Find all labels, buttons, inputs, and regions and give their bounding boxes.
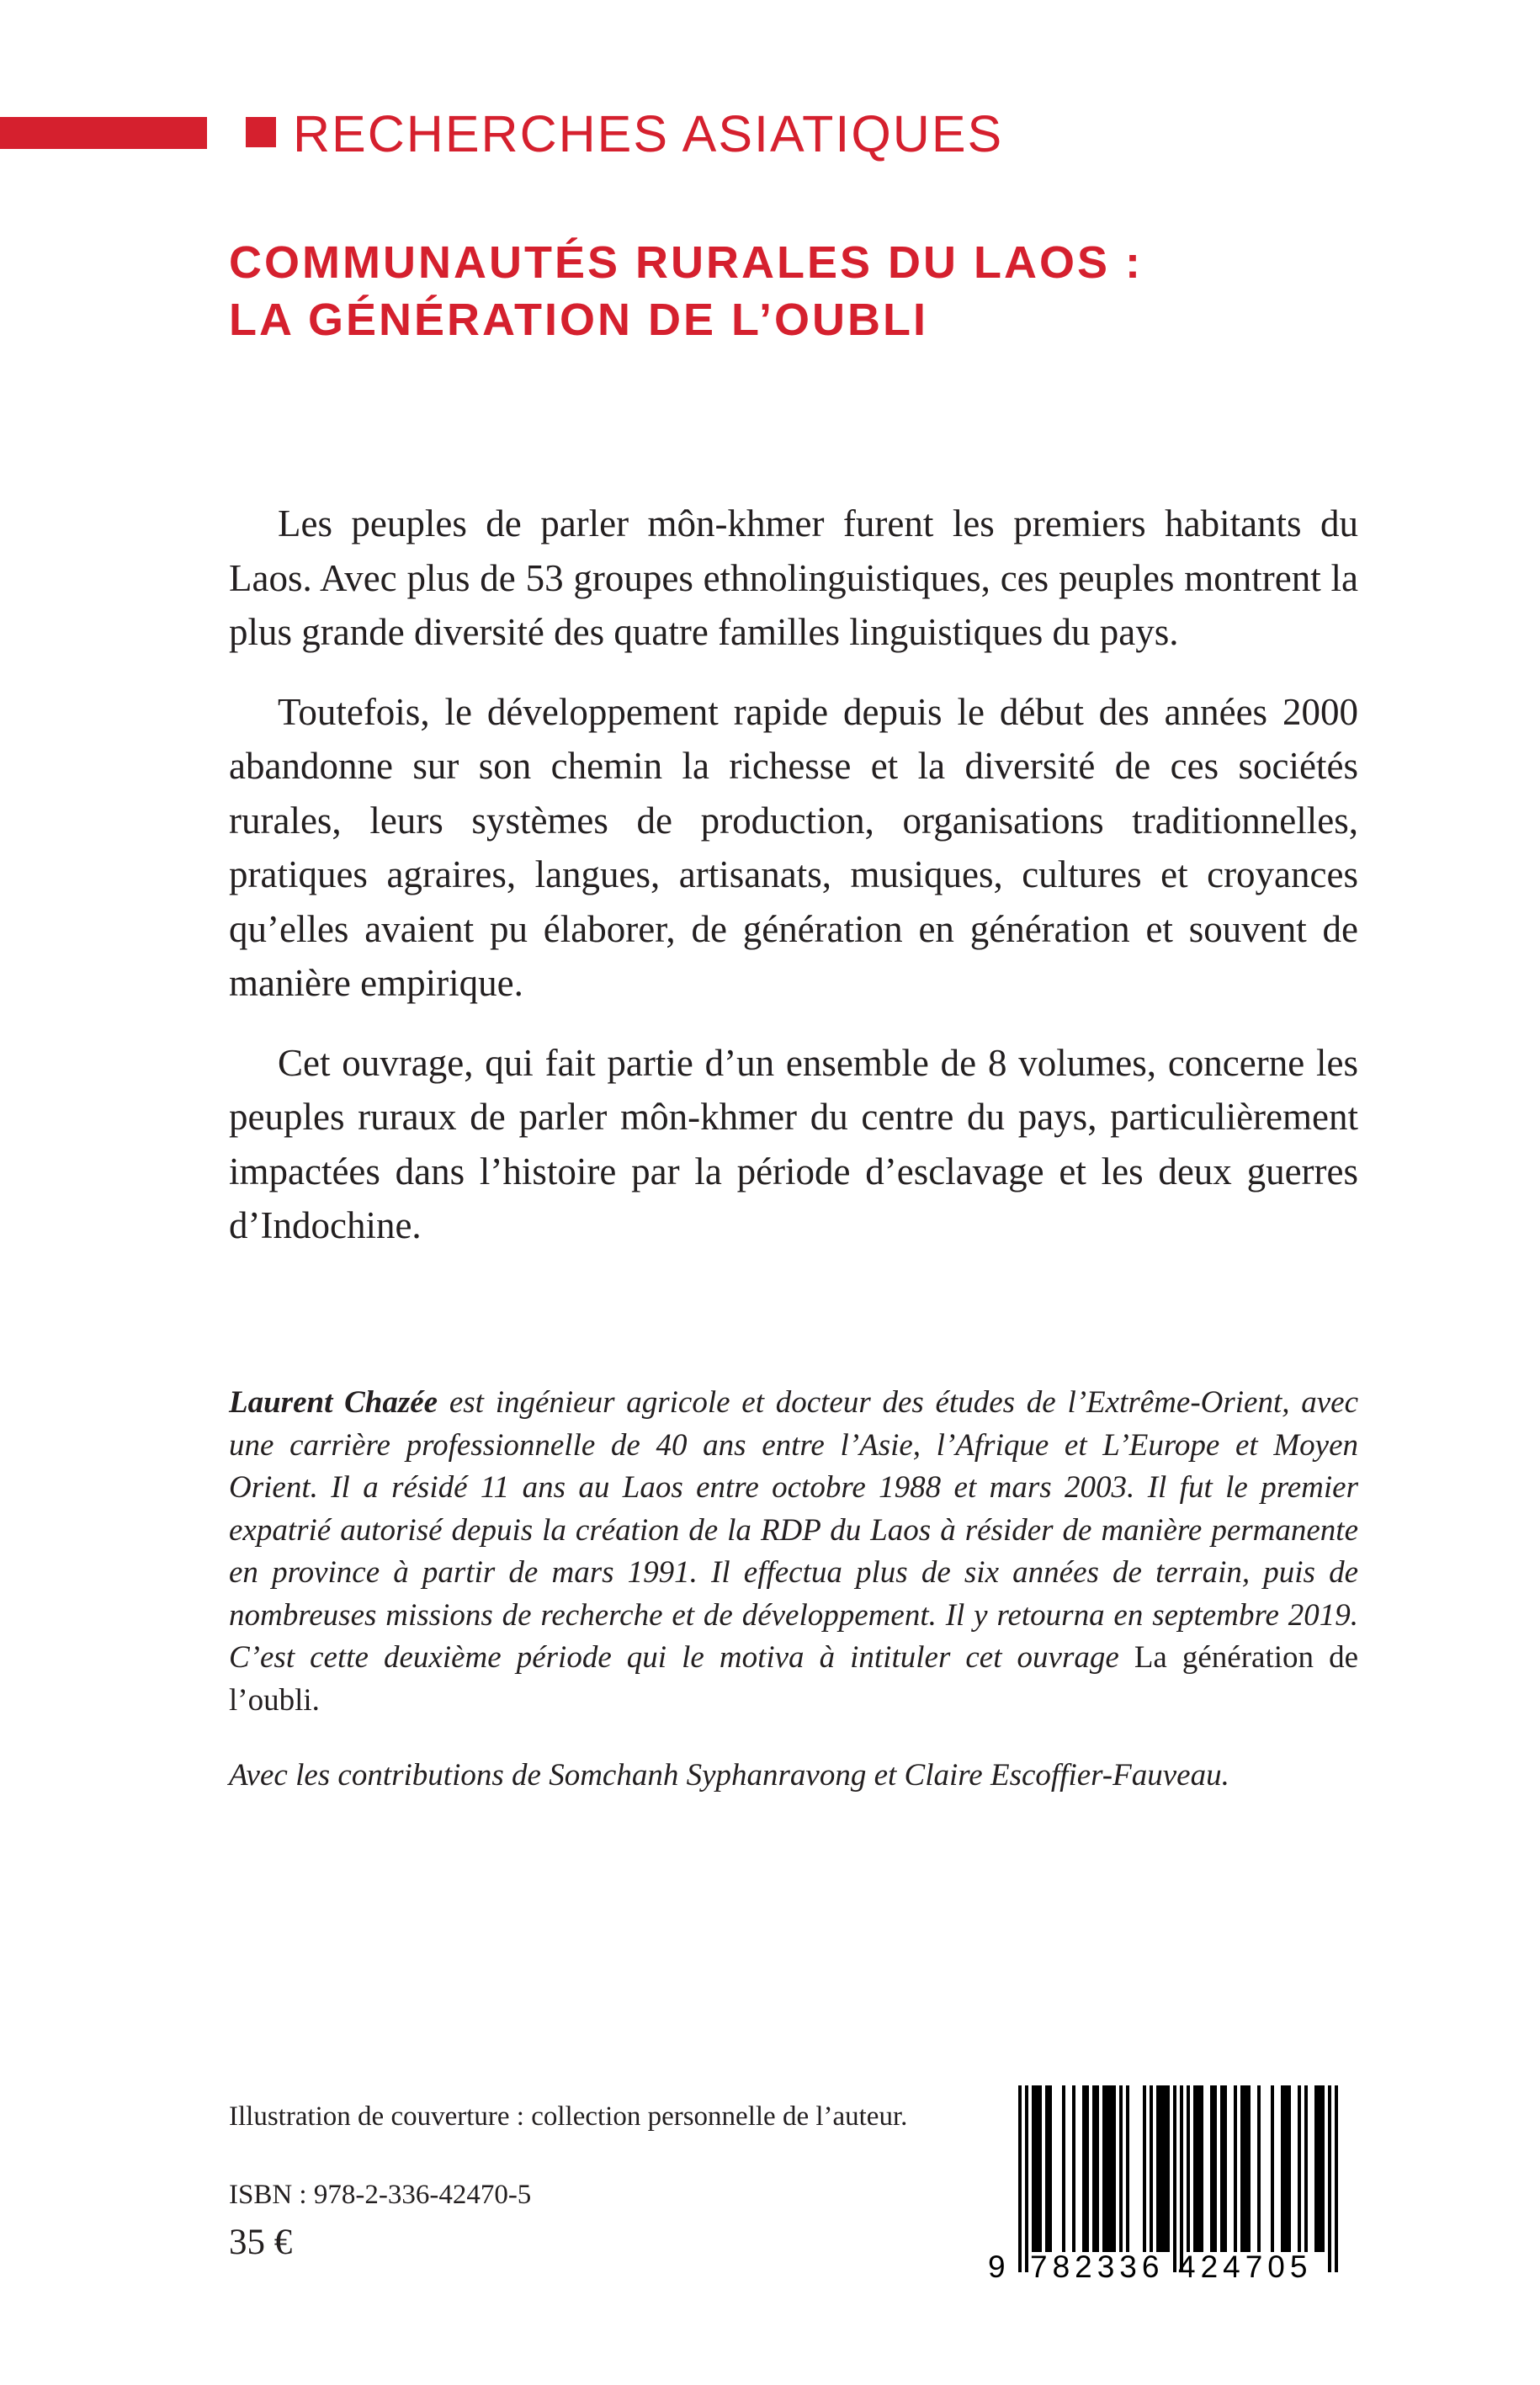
ean-barcode: [988, 2085, 1340, 2284]
barcode-bar: [1318, 2085, 1321, 2252]
barcode-bar: [1062, 2085, 1065, 2252]
barcode-bar: [1271, 2085, 1274, 2252]
barcode-bar: [1049, 2085, 1052, 2252]
barcode-bar: [1126, 2085, 1129, 2252]
book-title: [229, 234, 1143, 348]
barcode-first-digit: 9: [988, 2250, 1006, 2284]
barcode-bar: [1119, 2085, 1123, 2252]
barcode-bar: [1180, 2085, 1183, 2272]
barcode-bar: [1156, 2085, 1160, 2252]
barcode-bar: [1038, 2085, 1042, 2252]
barcode-bar: [1143, 2085, 1146, 2252]
barcode-bar: [1234, 2085, 1237, 2252]
barcode-bar: [1082, 2085, 1086, 2252]
barcode-bar: [1166, 2085, 1170, 2252]
barcode-bar: [1244, 2085, 1247, 2252]
barcode-bar: [1092, 2085, 1096, 2252]
barcode-left-digits: 782336: [1030, 2250, 1165, 2284]
barcode-bar: [1045, 2085, 1049, 2252]
barcode-bar: [1035, 2085, 1038, 2252]
summary-paragraph-3: Cet ouvrage, qui fait partie d’un ensemble de 8 volumes, concerne les peuples ruraux de parler môn-khmer du centre du pays, particulièrement impactées dans l’histoire par la période d’esclavage et les deux guerres d’Indochine.: [229, 1041, 1358, 1246]
barcode-bar: [1025, 2085, 1028, 2272]
barcode-bar: [1210, 2085, 1213, 2252]
barcode-bar: [1247, 2085, 1251, 2252]
back-cover-summary: [229, 497, 1358, 1278]
barcode-bar: [1288, 2085, 1291, 2252]
barcode-bar: [1160, 2085, 1163, 2252]
barcode-bar: [1106, 2085, 1109, 2252]
book-title-line-2: LA GÉNÉRATION DE L’OUBLI: [229, 295, 929, 345]
barcode-bar: [1018, 2085, 1022, 2272]
contributions-note: Avec les contributions de Somchanh Syphanravong et Claire Escoffier-Fauveau.: [229, 1758, 1229, 1793]
barcode-right-digits: 424705: [1178, 2250, 1313, 2284]
barcode-bar: [1213, 2085, 1217, 2252]
summary-paragraph-2: Toutefois, le développement rapide depuis le début des années 2000 abandonne sur son chemin la richesse et la diversité de ces sociétés rurales, leurs systèmes de production, organisations traditionnelles, pratiques agraires, langues, artisanats, musiques, cultures et croyances qu’elles avaient pu élaborer, de génération en génération et souvent de manière empirique.: [229, 690, 1358, 1004]
barcode-bar: [1102, 2085, 1106, 2252]
series-square-icon: [246, 117, 276, 147]
barcode-bar: [1281, 2085, 1284, 2252]
book-title-mention: La génération de l’oubli.: [229, 1640, 1358, 1718]
barcode-bar: [1173, 2085, 1176, 2272]
author-biography: [229, 1382, 1358, 1722]
author-biography-body: est ingénieur agricole et docteur des études de l’Extrême-Orient, avec une carrière professionnelle de 40 ans entre l’Asie, l’Afrique et L’Europe et Moyen Orient. Il a résidé 11 ans au Laos entre octobre 1988 et mars 2003. Il fut le premier expatrié autorisé depuis la création de la RDP du Laos à résider de manière permanente en province à partir de mars 1991. Il effectua plus de six années de terrain, puis de nombreuses missions de recherche et de développement. Il y retourna en septembre 2019. C’est cette deuxième période qui le motiva à intituler cet ouvrage: [229, 1385, 1359, 1675]
barcode-bar: [1086, 2085, 1089, 2252]
barcode-bar: [1335, 2085, 1338, 2272]
barcode-bar: [1328, 2085, 1331, 2272]
barcode-bar: [1113, 2085, 1116, 2252]
barcode-bar: [1096, 2085, 1099, 2252]
isbn: ISBN : 978-2-336-42470-5: [229, 2180, 532, 2210]
barcode-bar: [1197, 2085, 1200, 2252]
barcode-bar: [1109, 2085, 1113, 2252]
barcode-bar: [1304, 2085, 1308, 2252]
price: 35 €: [229, 2223, 293, 2262]
barcode-bar: [1224, 2085, 1227, 2252]
red-accent-bar: [0, 117, 207, 149]
barcode-bar: [1150, 2085, 1153, 2252]
barcode-bar: [1284, 2085, 1288, 2252]
barcode-bar: [1220, 2085, 1224, 2252]
barcode-bar: [1072, 2085, 1075, 2252]
barcode-bar: [1163, 2085, 1166, 2252]
barcode-bar: [1193, 2085, 1197, 2252]
barcode-bar: [1240, 2085, 1244, 2252]
barcode-bar: [1314, 2085, 1318, 2252]
book-title-line-1: COMMUNAUTÉS RURALES DU LAOS :: [229, 237, 1143, 288]
author-name: Laurent Chazée: [229, 1385, 438, 1420]
barcode-bar: [1187, 2085, 1190, 2252]
barcode-bar: [1321, 2085, 1325, 2252]
barcode-bar: [1298, 2085, 1301, 2252]
barcode-digits: [988, 2250, 1340, 2284]
series-name: RECHERCHES ASIATIQUES: [293, 105, 1004, 162]
summary-paragraph-1: Les peuples de parler môn-khmer furent les premiers habitants du Laos. Avec plus de 53 groupes ethnolinguistiques, ces peuples montrent la plus grande diversité des quatre familles linguistiques du pays.: [229, 502, 1358, 653]
barcode-bar: [1257, 2085, 1261, 2252]
author-biography-text: [229, 1382, 1358, 1722]
barcode-bar: [1032, 2085, 1035, 2252]
cover-illustration-credit: Illustration de couverture : collection personnelle de l’auteur.: [229, 2101, 908, 2132]
barcode-bar: [1200, 2085, 1203, 2252]
